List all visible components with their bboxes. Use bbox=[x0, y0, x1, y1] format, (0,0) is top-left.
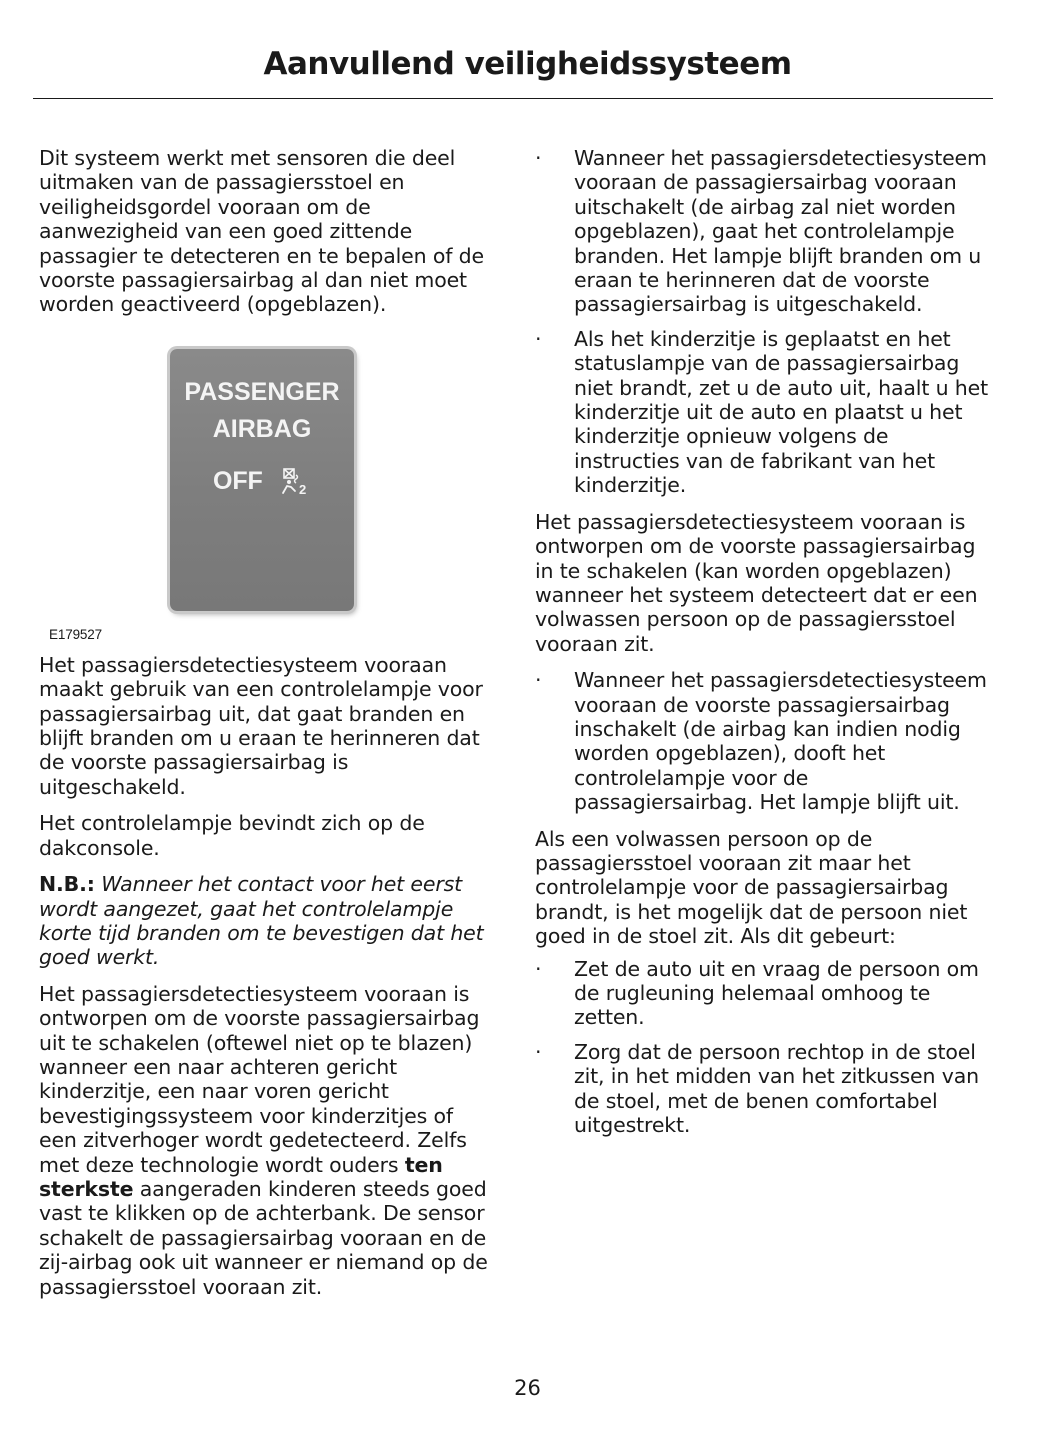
location-paragraph: Het controlelampje bevindt zich op de dakconsole. bbox=[39, 811, 425, 860]
note-label: N.B.: bbox=[39, 872, 95, 897]
title-divider bbox=[33, 98, 993, 99]
list-item bbox=[535, 1040, 990, 1138]
list-item bbox=[535, 668, 990, 814]
list-item-text: Wanneer het passagiersdetectiesysteem vooraan de passagiersairbag vooraan uitschakelt (de airbag zal niet worden opgeblazen), gaat het controlelampje branden. Het lampje blijft branden om u eraan te herinneren dat de voorste passagiersairbag is uitgeschakeld. bbox=[574, 146, 987, 317]
bullet-icon: · bbox=[535, 326, 542, 351]
indicator-line-airbag: AIRBAG bbox=[212, 414, 312, 443]
page-title: Aanvullend veiligheidssysteem bbox=[263, 46, 792, 82]
passenger-airbag-off-icon bbox=[281, 467, 311, 495]
list-item bbox=[535, 327, 990, 498]
figure-code: E179527 bbox=[49, 626, 103, 642]
list-item bbox=[535, 957, 990, 1030]
design-text-b: aangeraden kinderen steeds goed vast te klikken op de achterbank. De sensor schakelt de passagiersairbag vooraan en de zij-airbag ook uit wanneer er niemand op de passagiersstoel vooraan zit. bbox=[39, 1176, 488, 1299]
list-item-text: Wanneer het passagiersdetectiesysteem vooraan de voorste passagiersairbag inschakelt (de airbag kan indien nodig worden opgeblazen), dooft het controlelampje voor de passagiersairbag. Het lampje blijft uit. bbox=[574, 668, 987, 815]
intro-paragraph: Dit systeem werkt met sensoren die deel uitmaken van de passagiersstoel en veiligheidsgordel vooraan om de aanwezigheid van een goed zittende passagier te detecteren en te bepalen of de voorste passagiersairbag al dan niet moet worden geactiveerd (opgeblazen). bbox=[39, 146, 484, 317]
note-paragraph bbox=[39, 872, 494, 970]
design-text-a: Het passagiersdetectiesysteem vooraan is ontworpen om de voorste passagiersairbag uit te schakelen (oftewel niet op te blazen) wanneer een naar achteren gericht kinderzitje, een naar voren gericht bevestigingssysteem voor kinderzitjes of een zitverhoger wordt gedetecteerd. Zelfs met deze technologie wordt ouders bbox=[39, 981, 480, 1177]
left-column bbox=[39, 146, 494, 1311]
bullet-icon: · bbox=[535, 956, 542, 981]
bullet-icon: · bbox=[535, 668, 542, 693]
indicator-line-passenger: PASSENGER bbox=[184, 377, 340, 406]
page-number: 26 bbox=[514, 1376, 541, 1400]
list-item-text: Zet de auto uit en vraag de persoon om de rugleuning helemaal omhoog te zetten. bbox=[574, 956, 979, 1030]
indicator-paragraph: Het passagiersdetectiesysteem vooraan maakt gebruik van een controlelampje voor passagiersairbag uit, dat gaat branden en blijft branden om u eraan te herinneren dat de voorste passagiersairbag is uitgeschakeld. bbox=[39, 652, 483, 799]
indicator-line-off: OFF bbox=[213, 466, 263, 495]
note-text: Wanneer het contact voor het eerst wordt aangezet, gaat het controlelampje korte tijd branden om te bevestigen dat het goed werkt. bbox=[39, 872, 484, 970]
svg-text:2: 2 bbox=[298, 481, 307, 495]
list-item bbox=[535, 146, 990, 317]
airbag-indicator-figure bbox=[39, 329, 494, 647]
list-item-text: Als het kinderzitje is geplaatst en het statuslampje van de passagiersairbag niet brandt, zet u de auto uit, haalt u het kinderzitje uit de auto en plaatst u het kinderzitje opnieuw volgens de instructies van de fabrikant van het kinderzitje. bbox=[574, 326, 988, 498]
passenger-airbag-off-indicator bbox=[170, 349, 354, 611]
design-text-emphasis: ten sterkste bbox=[39, 1152, 443, 1201]
bullet-icon: · bbox=[535, 146, 542, 170]
list-item-text: Zorg dat de persoon rechtop in de stoel zit, in het midden van het zitkussen van de stoel, met de benen comfortabel uitgestrekt. bbox=[574, 1039, 979, 1138]
indicator-off-row bbox=[170, 467, 354, 495]
right-column bbox=[535, 146, 990, 1147]
activation-paragraph: Het passagiersdetectiesysteem vooraan is ontworpen om de voorste passagiersairbag in te schakelen (kan worden opgeblazen) wanneer het systeem detecteert dat er een volwassen persoon op de passagiersstoel vooraan zit. bbox=[535, 509, 978, 656]
warning-paragraph: Als een volwassen persoon op de passagiersstoel vooraan zit maar het controlelampje voor de passagiersairbag brandt, is het mogelijk dat de persoon niet goed in de stoel zit. Als dit gebeurt: bbox=[535, 826, 968, 949]
bullet-icon: · bbox=[535, 1039, 542, 1064]
design-paragraph bbox=[39, 982, 494, 1299]
